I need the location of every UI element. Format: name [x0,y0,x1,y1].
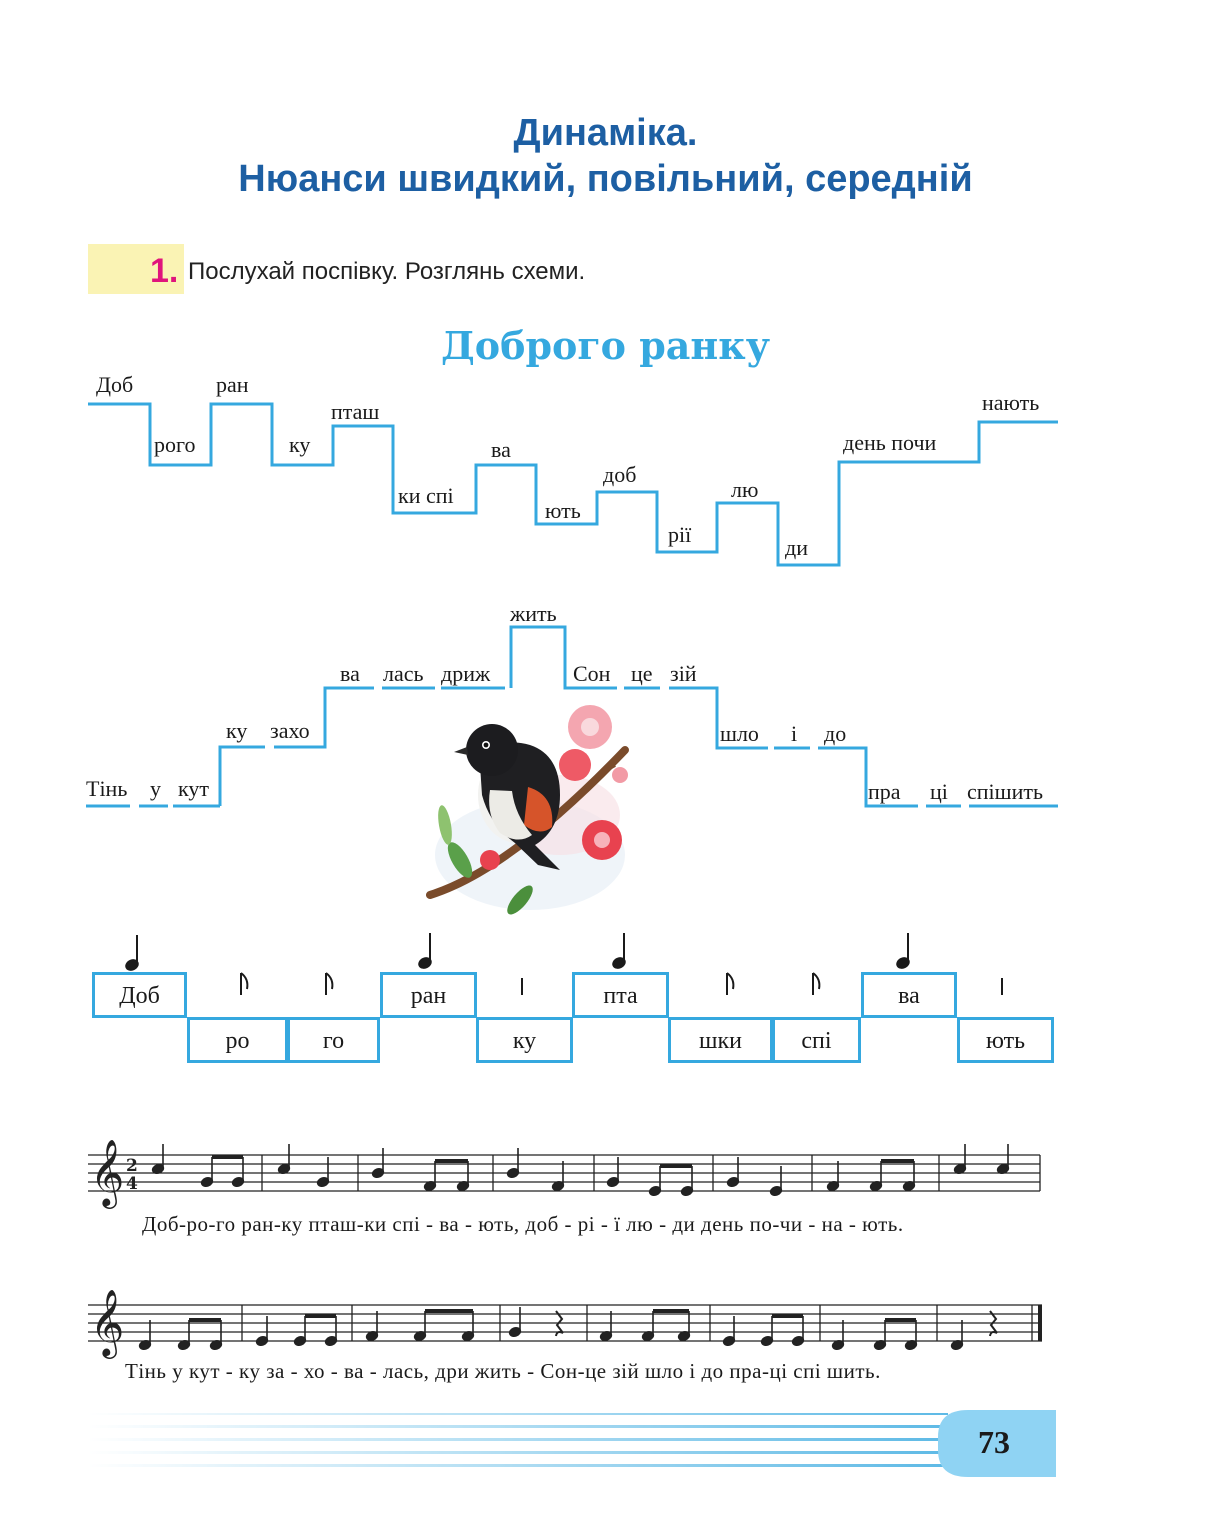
scheme2-syllable: кут [178,776,209,801]
scheme2-syllable: шло [720,721,759,746]
music-staff-1 [0,1130,1211,1210]
scheme2-syllable: Тінь [86,776,128,801]
rhythm-syllable: спі [801,1028,832,1054]
scheme2-syllable: спішить [967,779,1044,804]
time-signature-bottom: 4 [126,1174,138,1194]
scheme1-syllable: рії [668,522,692,547]
rhythm-syllable: ро [225,1028,250,1054]
scheme1-syllable: нають [982,390,1040,415]
rhythm-syllable: Доб [119,983,160,1009]
scheme1-syllable: ран [216,372,249,397]
scheme1-syllable: лю [731,477,759,502]
scheme2-syllable: Сон [573,661,611,686]
scheme1-syllable: ють [545,498,581,523]
rhythm-box-bottom [476,1017,573,1063]
scheme2-syllable: пра [868,779,901,804]
scheme1-syllable: ки спі [398,483,454,508]
scheme1-syllable: ва [491,437,511,462]
treble-clef-icon: 𝄞 [90,1138,125,1206]
scheme1-syllable: день почи [843,430,937,455]
rhythm-syllable: го [322,1028,345,1054]
page-title: Динаміка. [513,112,698,154]
rhythm-box-bottom [957,1017,1054,1063]
task-instruction: Послухай поспівку. Розглянь схеми. [188,258,586,285]
scheme2-syllable: зій [670,661,697,686]
staff2-lyrics: Тінь у кут - ку за - хо - ва - лась, дри жить - Сон-це зій шло і до пра-ці спі шить. [125,1359,881,1383]
scheme1-syllable: ди [785,535,808,560]
scheme1-syllable: ку [289,432,311,457]
scheme2-syllable: у [150,776,161,801]
page-subtitle: Нюанси швидкий, повільний, середній [238,158,973,200]
rhythm-syllable: шки [699,1028,742,1054]
scheme1-syllable: пташ [331,399,380,424]
song-title: Доброго ранку [440,323,771,368]
rhythm-box-bottom [772,1017,861,1063]
scheme2-syllable: ці [930,779,948,804]
rhythm-syllable: ва [898,983,920,1009]
scheme2-syllable: це [631,661,653,686]
scheme1-syllable: Доб [96,372,134,397]
rhythm-notes [0,925,1211,995]
scheme1-syllable: доб [603,462,637,487]
rhythm-syllable: пта [603,983,638,1009]
rhythm-syllable: ран [410,983,447,1009]
staff1-lyrics: Доб-ро-го ран-ку пташ-ки спі - ва - ють, доб - рі - ї лю - ди день по-чи - на - ють. [142,1212,904,1236]
scheme2-syllable: і [791,721,798,746]
scheme2-syllable: жить [510,601,557,626]
rhythm-box-bottom [187,1017,288,1063]
page-number: 73 [978,1424,1010,1460]
bird-illustration [420,695,650,935]
scheme2-syllable: ва [340,661,360,686]
rhythm-syllable: ку [512,1028,537,1054]
footer-stripes [0,1405,1211,1480]
scheme2-syllable: ку [226,718,248,743]
music-staff-2 [0,1280,1211,1360]
treble-clef-icon: 𝄞 [90,1288,125,1356]
scheme2-syllable: лась [383,661,424,686]
scheme2-syllable: до [824,721,847,746]
scheme2-syllable: дриж [441,661,491,686]
task-number: 1. [150,252,179,290]
rhythm-box-bottom [287,1017,380,1063]
rhythm-syllable: ють [985,1028,1026,1054]
time-signature-top: 2 [126,1156,138,1176]
rhythm-box-bottom [668,1017,773,1063]
scheme1-syllable: рого [154,432,196,457]
scheme2-syllable: захо [270,718,310,743]
